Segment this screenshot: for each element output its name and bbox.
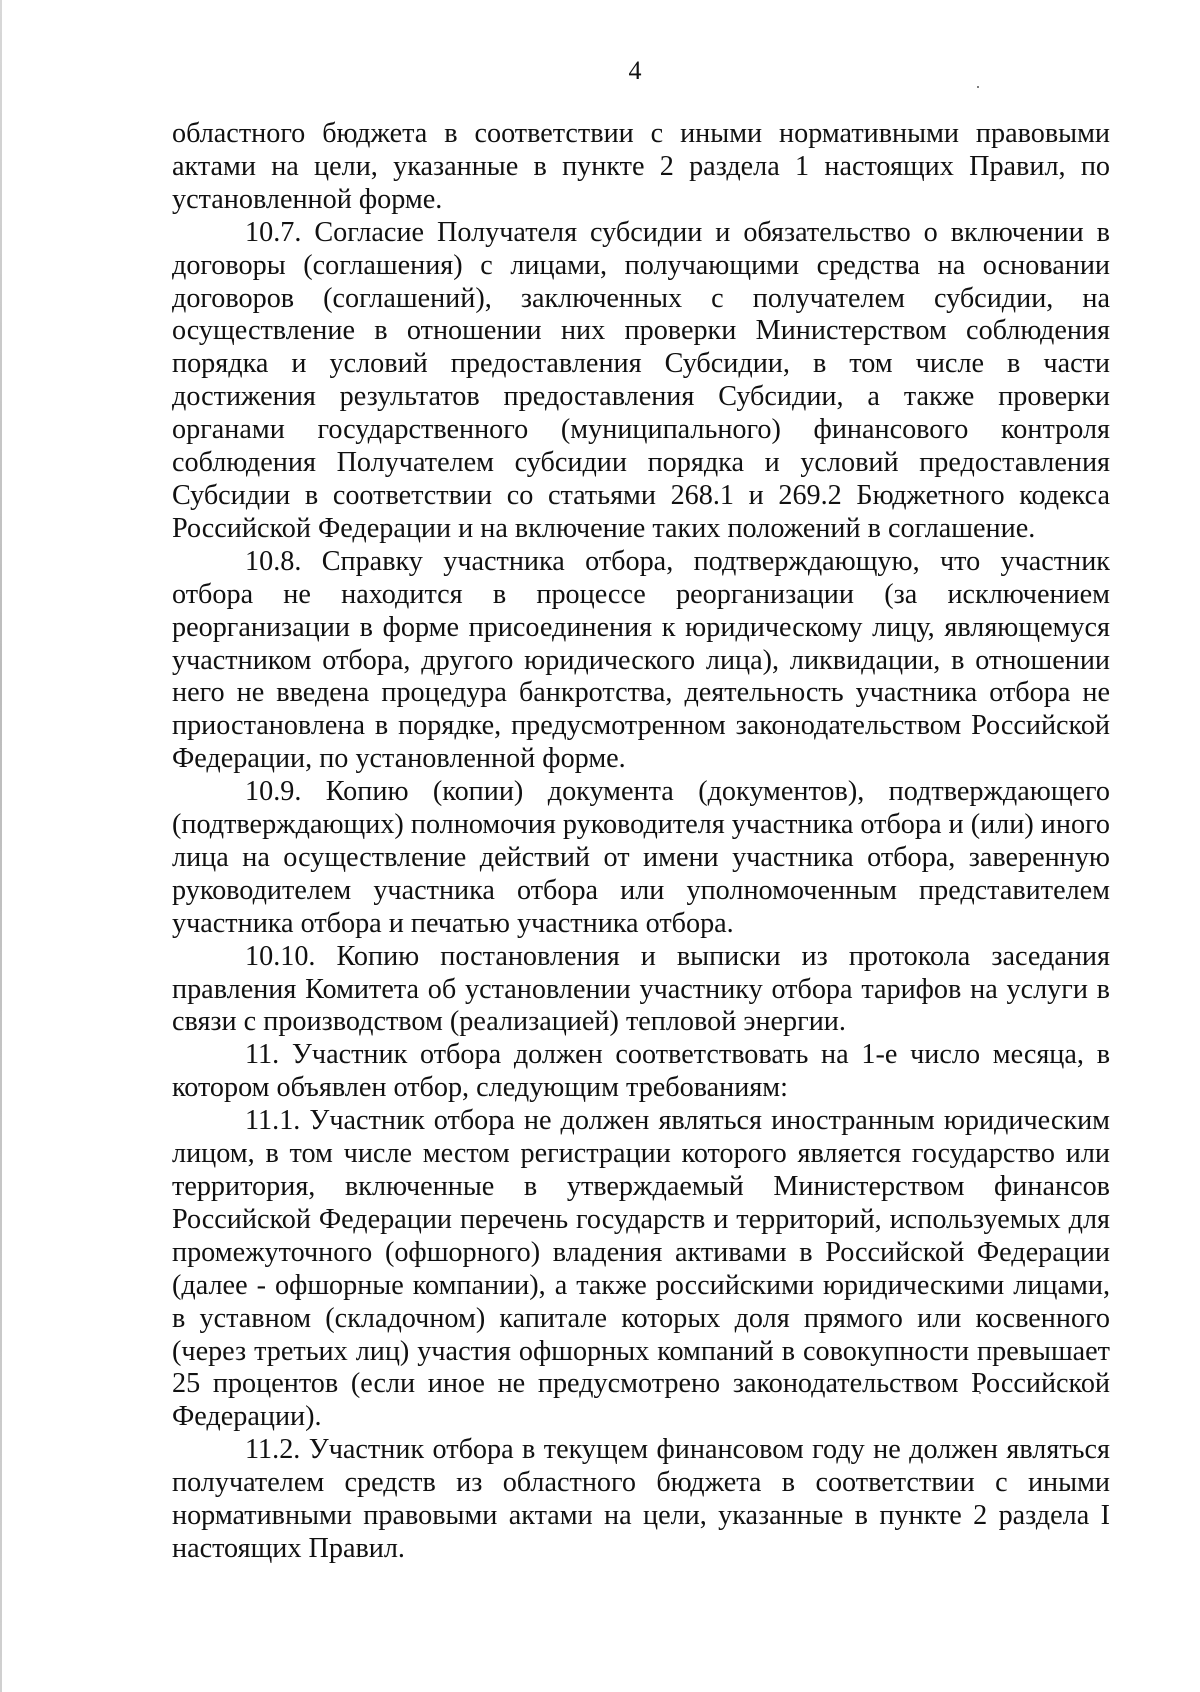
paragraph-11: 11. Участник отбора должен соответствовать на 1-е число месяца, в котором объявлен отбор, следующим требованиям: bbox=[172, 1039, 1110, 1104]
paragraph-10-7: 10.7. Согласие Получателя субсидии и обязательство о включении в договоры (соглашения) с лицами, получающими средства на основании договоров (соглашений), заключенных с получателем субсидии, на осуществление в отношении них проверки Министерством соблюдения порядка и условий предоставления Субсидии, в том числе в части достижения результатов предоставления Субсидии, а также проверки органами государственного (муниципального) финансового контроля соблюдения Получателем субсидии порядка и условий предоставления Субсидии в соответствии со статьями 268.1 и 269.2 Бюджетного кодекса Российской Федерации и на включение таких положений в соглашение. bbox=[172, 216, 1110, 544]
scan-edge bbox=[0, 0, 2, 1692]
paragraph-11-2: 11.2. Участник отбора в текущем финансовом году не должен являться получателем средств из областного бюджета в соответствии с иными нормативными правовыми актами на цели, указанные в пункте 2 раздела I настоящих Правил. bbox=[172, 1434, 1110, 1564]
document-body bbox=[172, 118, 1110, 1566]
page-number: 4 bbox=[628, 56, 642, 85]
scan-speck bbox=[977, 86, 979, 88]
paragraph-10-8: 10.8. Справку участника отбора, подтверждающую, что участник отбора не находится в процессе реорганизации (за исключением реорганизации в форме присоединения к юридическому лицу, являющемуся участником отбора, другого юридического лица), ликвидации, в отношении него не введена процедура банкротства, деятельность участника отбора не приостановлена в порядке, предусмотренном законодательством Российской Федерации, по установленной форме. bbox=[172, 545, 1110, 775]
paragraph-10-9: 10.9. Копию (копии) документа (документов), подтверждающего (подтверждающих) полномочия руководителя участника отбора и (или) иного лица на осуществление действий от имени участника отбора, заверенную руководителем участника отбора или уполномоченным представителем участника отбора и печатью участника отбора. bbox=[172, 776, 1110, 939]
paragraph-11-1: 11.1. Участник отбора не должен являться иностранным юридическим лицом, в том числе местом регистрации которого является государство или территория, включенные в утверждаемый Министерством финансов Российской Федерации перечень государств и территорий, используемых для промежуточного (офшорного) владения активами в Российской Федерации (далее - офшорные компании), а также российскими юридическими лицами, в уставном (складочном) капитале которых доля прямого или косвенного (через третьих лиц) участия офшорных компаний в совокупности превышает 25 процентов (если иное не предусмотрено законодательством Российской Федерации). bbox=[172, 1105, 1110, 1433]
paragraph-continuation: областного бюджета в соответствии с иными нормативными правовыми актами на цели, указанные в пункте 2 раздела 1 настоящих Правил, по установленной форме. bbox=[172, 118, 1110, 215]
paragraph-10-10: 10.10. Копию постановления и выписки из протокола заседания правления Комитета об установлении участнику отбора тарифов на услуги в связи с производством (реализацией) тепловой энергии. bbox=[172, 940, 1110, 1038]
